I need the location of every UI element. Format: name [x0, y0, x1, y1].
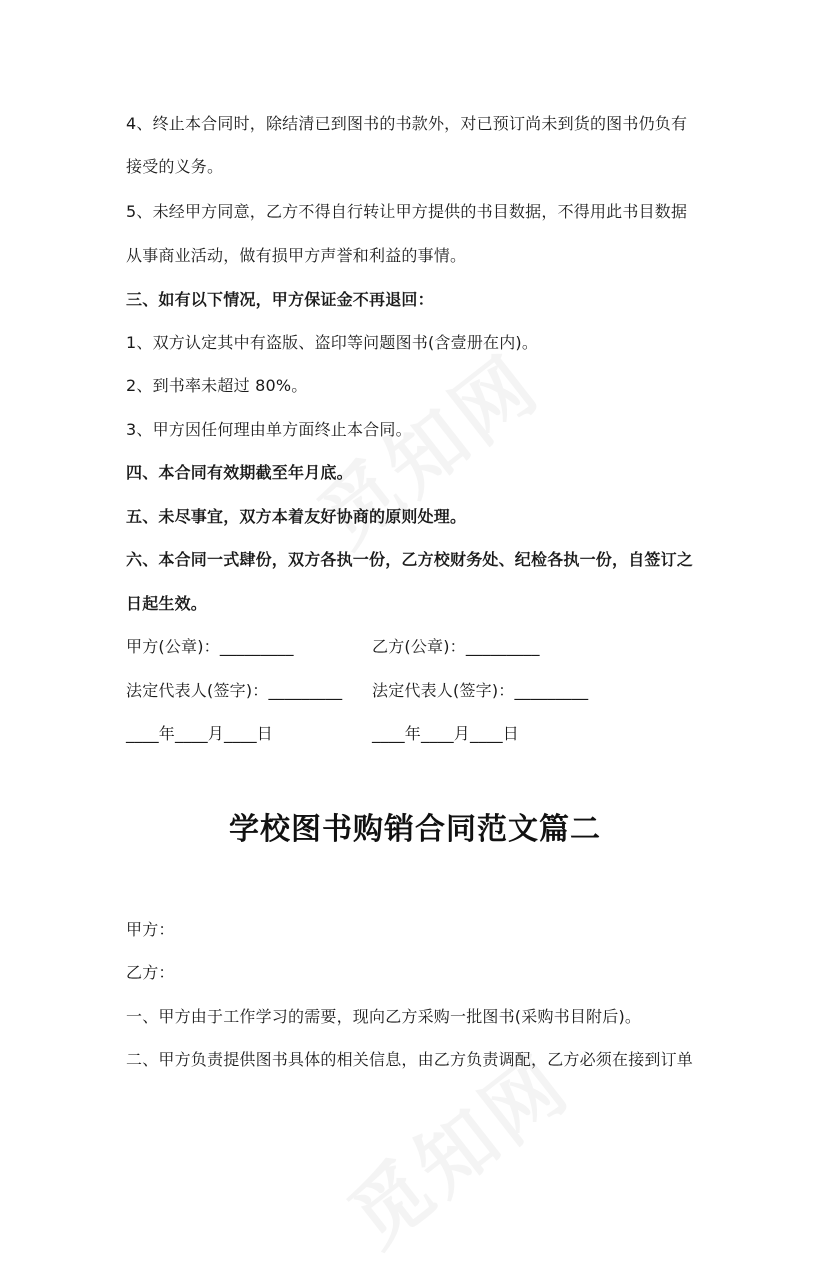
section-heading: 三、如有以下情况，甲方保证金不再退回：	[126, 290, 434, 309]
party-b-seal: 乙方(公章)：_________	[372, 637, 540, 656]
party-a-label: 甲方：	[126, 920, 175, 939]
clause-line: 1、双方认定其中有盗版、盗印等问题图书(含壹册在内)。	[126, 333, 539, 352]
party-a-representative: 法定代表人(签字)：_________	[126, 681, 343, 700]
party-b-representative: 法定代表人(签字)：_________	[372, 681, 589, 700]
watermark	[292, 324, 560, 567]
party-b-label: 乙方：	[126, 963, 175, 982]
clause-line: 从事商业活动，做有损甲方声誉和利益的事情。	[126, 246, 467, 265]
party-b-date: ____年____月____日	[372, 724, 520, 743]
clause-line: 一、甲方由于工作学习的需要，现向乙方采购一批图书(采购书目附后)。	[126, 1007, 642, 1026]
clause-line: 5、未经甲方同意，乙方不得自行转让甲方提供的书目数据，不得用此书目数据	[126, 202, 688, 221]
clause-line: 接受的义务。	[126, 157, 224, 176]
clause-line: 2、到书率未超过 80%。	[126, 376, 308, 395]
clause-line: 3、甲方因任何理由单方面终止本合同。	[126, 420, 412, 439]
clause-line: 4、终止本合同时，除结清已到图书的书款外，对已预订尚未到货的图书仍负有	[126, 114, 688, 133]
section-heading: 五、未尽事宜，双方本着友好协商的原则处理。	[126, 507, 467, 526]
section-heading: 日起生效。	[126, 594, 208, 613]
party-a-date: ____年____月____日	[126, 724, 274, 743]
section-heading: 四、本合同有效期截至年月底。	[126, 463, 353, 482]
section-title: 学校图书购销合同范文篇二	[229, 812, 601, 847]
section-heading: 六、本合同一式肆份，双方各执一份，乙方校财务处、纪检各执一份，自签订之	[126, 550, 694, 569]
clause-line: 二、甲方负责提供图书具体的相关信息，由乙方负责调配，乙方必须在接到订单	[126, 1050, 694, 1069]
party-a-seal: 甲方(公章)：_________	[126, 637, 294, 656]
